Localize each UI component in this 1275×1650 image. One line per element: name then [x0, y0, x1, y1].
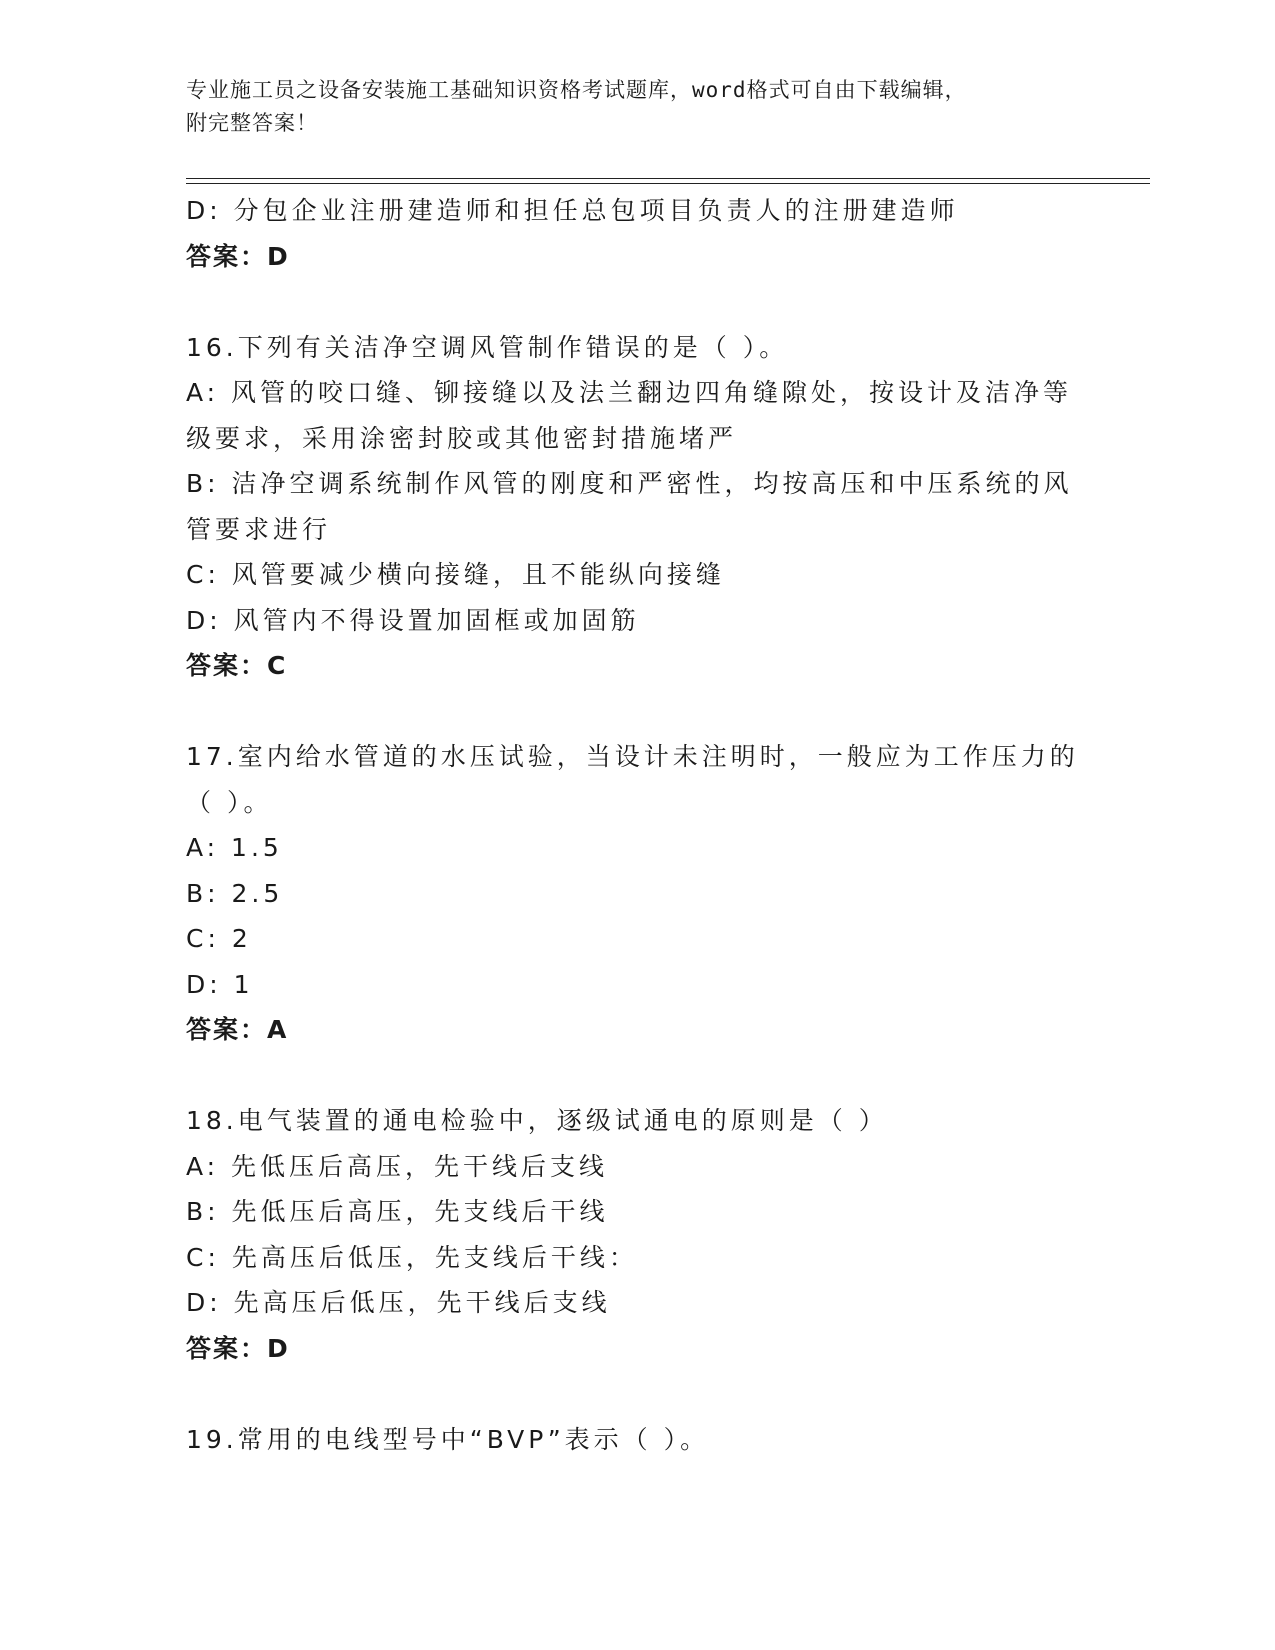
- option-a-continued: 级要求，采用涂密封胶或其他密封措施堵严: [186, 423, 738, 453]
- spacer: [186, 279, 1086, 325]
- question-stem: 19.常用的电线型号中“BVP”表示（ ）。: [186, 1424, 710, 1454]
- option-a: A: 风管的咬口缝、铆接缝以及法兰翻边四角缝隙处，按设计及洁净等: [186, 378, 1073, 407]
- option-d: D: 分包企业注册建造师和担任总包项目负责人的注册建造师: [186, 196, 959, 225]
- question-list: [186, 188, 1086, 1462]
- header-line-2: 附完整答案！: [186, 111, 318, 135]
- answer: 答案：A: [186, 1015, 289, 1044]
- option-b: B: 先低压后高压，先支线后干线: [186, 1197, 609, 1226]
- header-divider: [186, 183, 1150, 184]
- option-a: A: 先低压后高压，先干线后支线: [186, 1151, 609, 1181]
- answer: 答案：D: [186, 1333, 290, 1363]
- option-d: D: 先高压后低压，先干线后支线: [186, 1288, 611, 1317]
- header-divider: [186, 178, 1150, 179]
- question-stem: 16.下列有关洁净空调风管制作错误的是（ ）。: [186, 332, 789, 362]
- option-b: B: 洁净空调系统制作风管的刚度和严密性，均按高压和中压系统的风: [186, 469, 1073, 498]
- spacer: [186, 689, 1086, 735]
- question-stem: 18.电气装置的通电检验中，逐级试通电的原则是（ ）: [186, 1106, 888, 1135]
- option-c: C: 2: [186, 924, 252, 953]
- option-c: C: 风管要减少横向接缝，且不能纵向接缝: [186, 560, 725, 589]
- spacer: [186, 1053, 1086, 1099]
- page-header: [186, 74, 1086, 140]
- question-stem-continued: （ ）。: [186, 787, 273, 817]
- option-b: B: 2.5: [186, 878, 284, 908]
- option-a: A: 1.5: [186, 833, 283, 862]
- option-d: D: 1: [186, 969, 254, 999]
- header-line-1: 专业施工员之设备安装施工基础知识资格考试题库，word格式可自由下载编辑，: [186, 78, 967, 102]
- option-c: C: 先高压后低压，先支线后干线：: [186, 1242, 638, 1272]
- question-stem: 17.室内给水管道的水压试验，当设计未注明时，一般应为工作压力的: [186, 742, 1079, 771]
- option-d: D: 风管内不得设置加固框或加固筋: [186, 605, 640, 635]
- option-b-continued: 管要求进行: [186, 514, 332, 544]
- answer: 答案：C: [186, 651, 288, 680]
- spacer: [186, 1371, 1086, 1417]
- answer: 答案：D: [186, 241, 290, 271]
